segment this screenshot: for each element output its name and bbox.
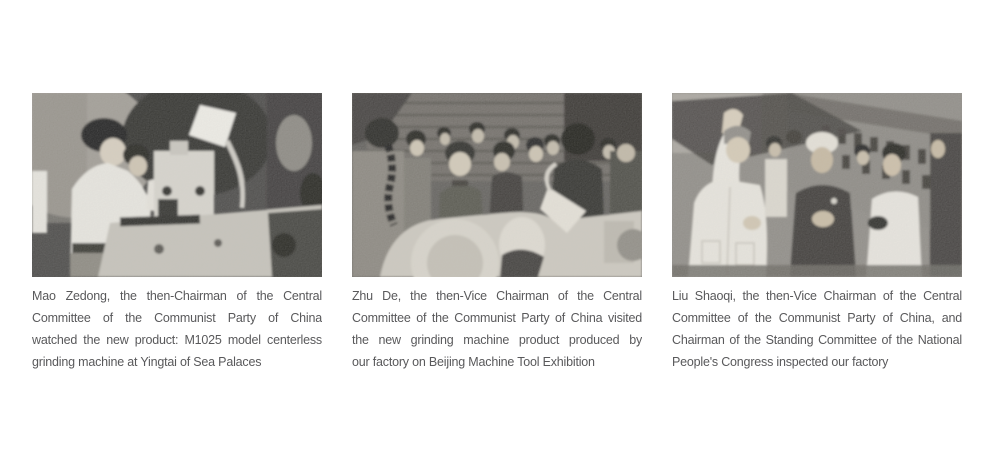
caption-line: our factory on Beijing Machine Tool Exhibition bbox=[352, 355, 595, 369]
caption-line: the new grinding machine product produced by bbox=[352, 333, 642, 347]
photo-card-zhu-de bbox=[352, 93, 642, 373]
caption-line: Committee of the Communist Party of China visited bbox=[352, 311, 642, 325]
photo-mao-zedong bbox=[32, 93, 322, 277]
photo-card-mao-zedong bbox=[32, 93, 322, 373]
photo-liu-shaoqi bbox=[672, 93, 962, 277]
photo-caption-zhu-de bbox=[352, 285, 642, 373]
photo-caption-mao-zedong bbox=[32, 285, 322, 373]
caption-line: watched the new product: M1025 model centerless bbox=[32, 333, 322, 347]
photo-mao-zedong-image bbox=[32, 93, 322, 277]
photo-zhu-de bbox=[352, 93, 642, 277]
caption-line: grinding machine at Yingtai of Sea Palaces bbox=[32, 355, 262, 369]
caption-line: Committee of the Communist Party of China bbox=[32, 311, 322, 325]
caption-line: Liu Shaoqi, the then-Vice Chairman of the Central bbox=[672, 289, 962, 303]
historical-photo-gallery bbox=[32, 93, 962, 373]
caption-line: Chairman of the Standing Committee of the National bbox=[672, 333, 962, 347]
photo-card-liu-shaoqi bbox=[672, 93, 962, 373]
photo-caption-liu-shaoqi bbox=[672, 285, 962, 373]
photo-liu-shaoqi-image bbox=[672, 93, 962, 277]
photo-zhu-de-image bbox=[352, 93, 642, 277]
caption-line: Committee of the Communist Party of China, and bbox=[672, 311, 962, 325]
caption-line: Zhu De, the then-Vice Chairman of the Central bbox=[352, 289, 642, 303]
caption-line: Mao Zedong, the then-Chairman of the Central bbox=[32, 289, 322, 303]
caption-line: People's Congress inspected our factory bbox=[672, 355, 889, 369]
